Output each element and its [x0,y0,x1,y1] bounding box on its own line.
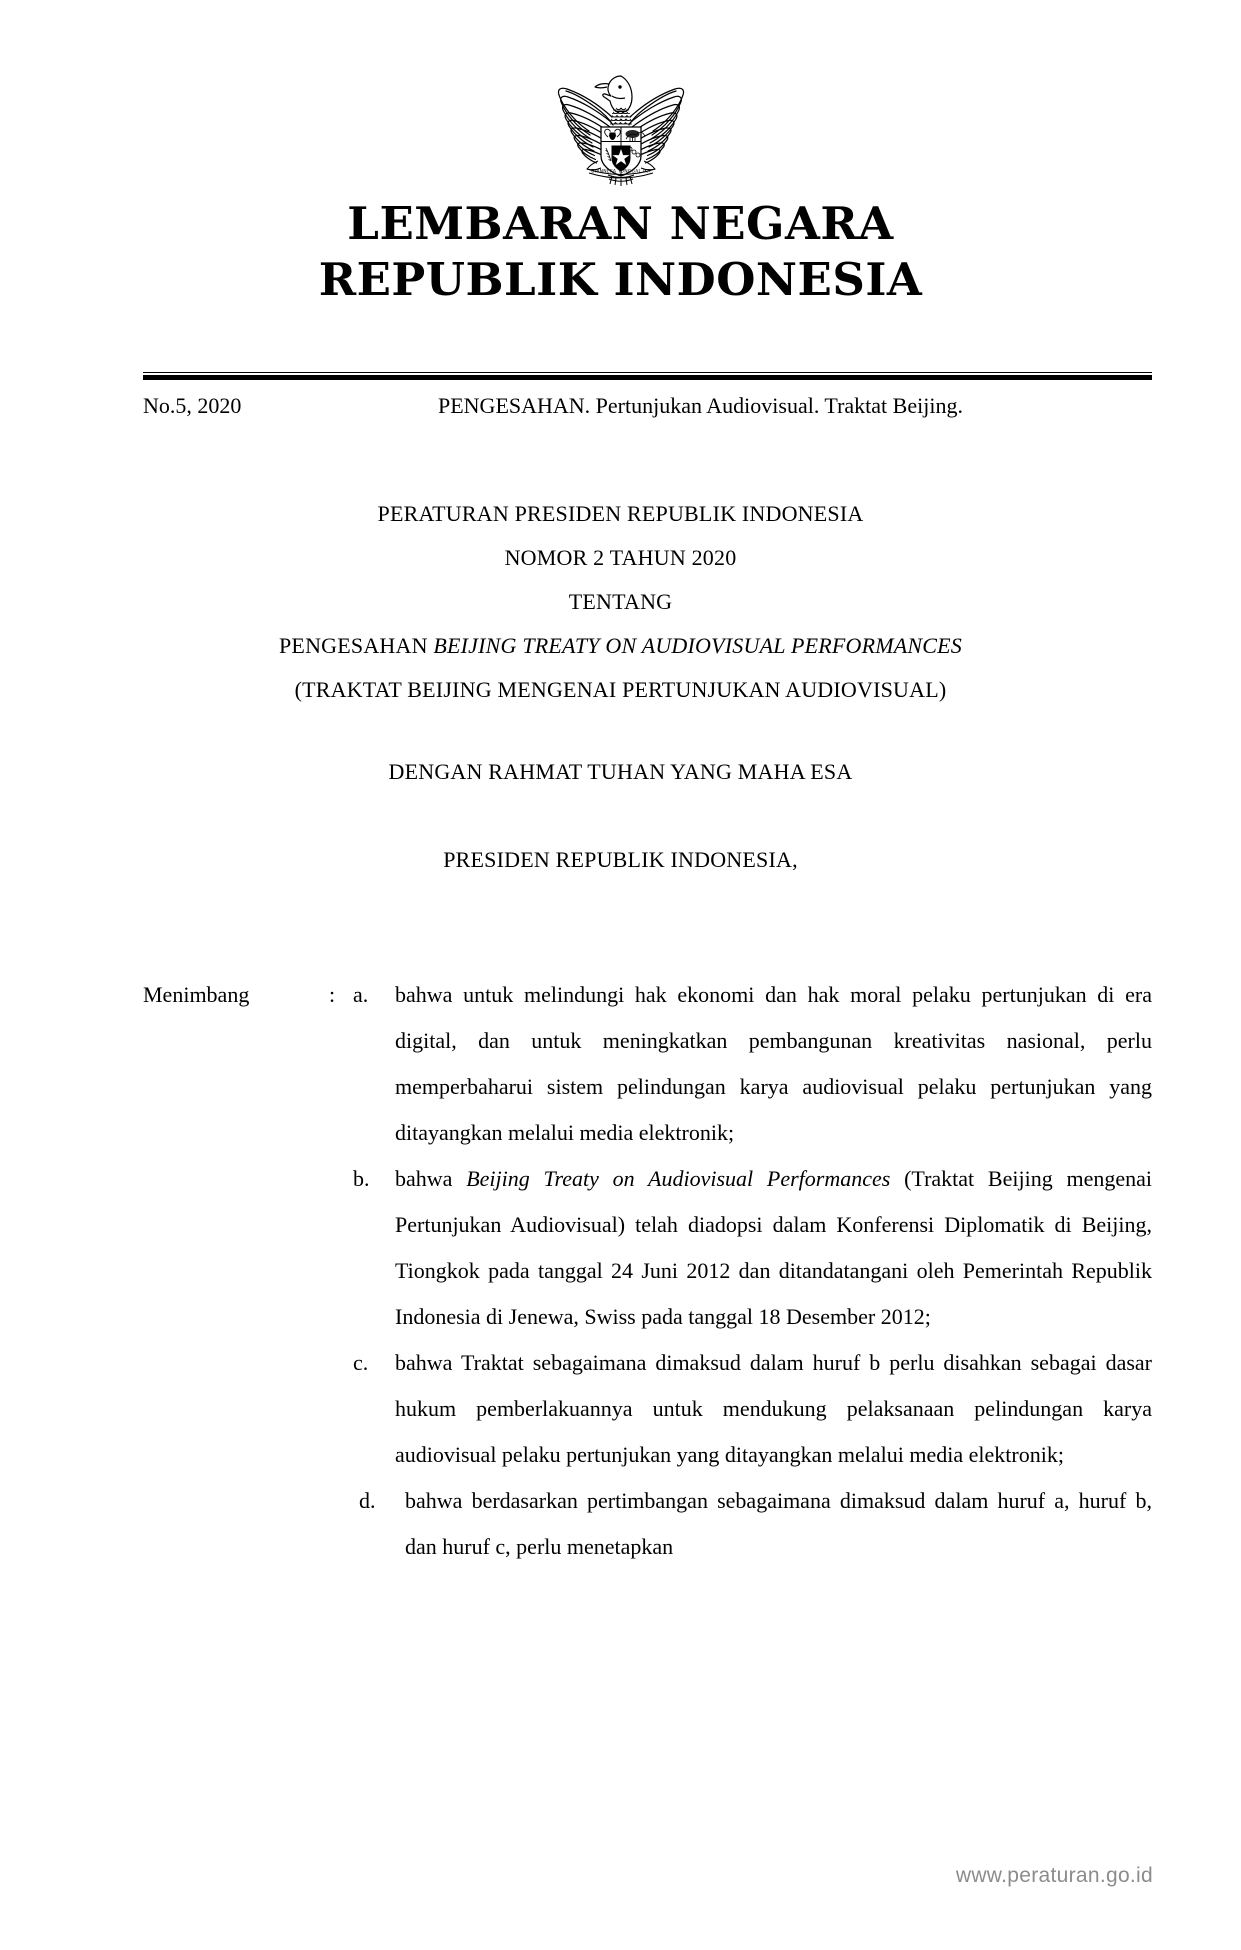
consideration-text-b-italic: Beijing Treaty on Audiovisual Performances [466,1166,891,1191]
consideration-marker-a: a. [353,982,369,1007]
considerations-colon: : [329,982,336,1007]
consideration-text-b-after: (Traktat Beijing mengenai Pertunjukan Audiovisual) telah diadopsi dalam Konferensi Diplomatik di Beijing, Tiongkok pada tanggal 24 Juni 2012 dan ditandatangani oleh Pemerintah Republik Indonesia di Jenewa, Swiss pada tanggal 18 Desember 2012; [395,1166,1152,1329]
title-line-1: PERATURAN PRESIDEN REPUBLIK INDONESIA [377,501,864,526]
invocation-block [0,750,1241,882]
title-line-3: TENTANG [568,589,673,614]
masthead-line-1: LEMBARAN NEGARA [347,197,894,250]
considerations-section [143,972,1152,1570]
consideration-text-d [405,1478,1152,1570]
regulation-title-block [0,492,1241,712]
invocation-line-2: PRESIDEN REPUBLIK INDONESIA, [443,847,798,872]
title-line-2: NOMOR 2 TAHUN 2020 [504,545,737,570]
title-line-4 [0,624,1241,668]
consideration-marker-b: b. [353,1166,370,1191]
issue-number: No.5, 2020 [143,393,242,418]
consideration-text-a-before: bahwa untuk melindungi hak ekonomi dan hak moral pelaku pertunjukan di era digital, dan untuk meningkatkan pembangunan kreativitas nasional, perlu memperbaharui sistem pelindungan karya audiovisual pelaku pertunjukan yang ditayangkan melalui media elektronik; [395,982,1152,1145]
consideration-text-b-before: bahwa [395,1166,467,1191]
considerations-list [143,972,1152,1570]
footer-source-url: www.peraturan.go.id [955,1864,1153,1887]
consideration-item-b [143,1156,1152,1340]
masthead [0,196,1241,308]
invocation-spacer [0,794,1241,838]
invocation-line-1: DENGAN RAHMAT TUHAN YANG MAHA ESA [388,759,853,784]
consideration-marker-d: d. [359,1488,376,1513]
consideration-marker-c: c. [353,1350,369,1375]
consideration-text-c-before: bahwa Traktat sebagaimana dimaksud dalam huruf b perlu disahkan sebagai dasar hukum pemberlakuannya untuk mendukung pelaksanaan pelindungan karya audiovisual pelaku pertunjukan yang ditayangkan melalui media elektronik; [395,1350,1152,1467]
issue-subject: PENGESAHAN. Pertunjukan Audiovisual. Traktat Beijing. [438,393,963,418]
header-divider-bar [143,375,1152,380]
svg-text:BHINNEKA TUNGGAL IKA: BHINNEKA TUNGGAL IKA [590,169,651,175]
emblem-container [0,58,1241,191]
title-line-5: (TRAKTAT BEIJING MENGENAI PERTUNJUKAN AUDIOVISUAL) [294,677,947,702]
title-line-4-treaty-name: BEIJING TREATY ON AUDIOVISUAL PERFORMANCES [433,633,962,658]
consideration-item-c [143,1340,1152,1478]
masthead-line-2: REPUBLIK INDONESIA [318,253,923,306]
title-line-4-prefix: PENGESAHAN [279,633,434,658]
page-footer [0,1864,1241,1888]
consideration-text-b [395,1156,1152,1340]
garuda-pancasila-emblem [546,58,696,186]
considerations-label: Menimbang [143,982,250,1007]
consideration-text-d-before: bahwa berdasarkan pertimbangan sebagaimana dimaksud dalam huruf a, huruf b, dan huruf c, perlu menetapkan [405,1488,1152,1559]
header-divider [143,372,1152,379]
consideration-text-c [395,1340,1152,1478]
consideration-item-a [143,972,1152,1156]
consideration-item-d [143,1478,1152,1570]
consideration-text-a [395,972,1152,1156]
